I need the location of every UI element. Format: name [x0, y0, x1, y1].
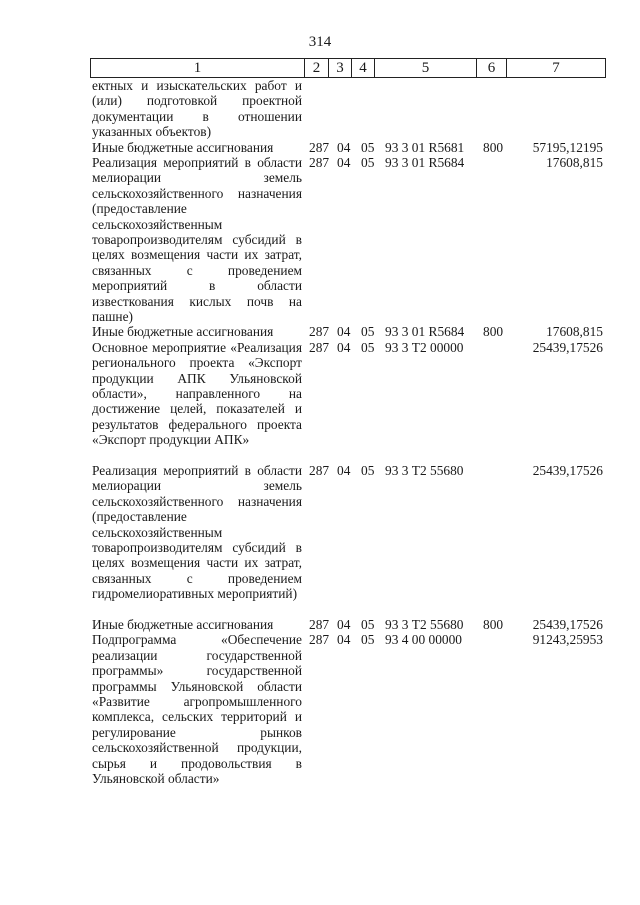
row-code: 287 [309, 632, 330, 648]
row-amount: 17608,815 [546, 154, 603, 170]
row-subsection: 05 [361, 154, 375, 170]
table-row [0, 632, 640, 817]
table-row [0, 617, 640, 632]
page-number: 314 [308, 34, 332, 50]
row-code: 287 [309, 139, 330, 155]
row-expense-type: 800 [483, 616, 504, 632]
row-subsection: 05 [361, 632, 375, 648]
row-code: 287 [309, 324, 330, 340]
row-description: Иные бюджетные ассигнования [92, 139, 274, 155]
column-header-5: 5 [375, 59, 477, 78]
row-expense-type: 800 [483, 324, 504, 340]
budget-table-body [0, 78, 640, 817]
table-row [0, 155, 640, 324]
row-target-article: 93 3 01 R5681 [385, 139, 465, 155]
row-expense-type: 800 [483, 139, 504, 155]
row-target-article: 93 4 00 00000 [385, 632, 462, 648]
row-amount: 91243,25953 [532, 632, 603, 648]
row-section: 04 [337, 339, 351, 355]
column-header-1: 1 [91, 59, 305, 78]
row-section: 04 [337, 154, 351, 170]
row-amount: 25439,17526 [532, 339, 603, 355]
row-code: 287 [309, 339, 330, 355]
row-description: Подпрограмма «Обеспечение реализации государственной программы» государственной программы Ульяновской области «Развитие агропромышленного комплекса, сельских территорий и регулирование рынков сельскохозяйственной продукции, сырья и продовольствия в Ульяновской области» [92, 632, 302, 786]
row-description: Иные бюджетные ассигнования [92, 324, 274, 340]
column-header-2: 2 [305, 59, 329, 78]
row-subsection: 05 [361, 616, 375, 632]
row-description: Иные бюджетные ассигнования [92, 616, 274, 632]
row-target-article: 93 3 01 R5684 [385, 324, 465, 340]
row-target-article: 93 3 Т2 55680 [385, 462, 464, 478]
row-amount: 57195,12195 [532, 139, 603, 155]
column-header-6: 6 [477, 59, 507, 78]
row-subsection: 05 [361, 324, 375, 340]
table-row [0, 140, 640, 155]
column-header-7: 7 [507, 59, 606, 78]
row-description: Реализация мероприятий в области мелиорации земель сельскохозяйственного назначения (предоставление сельскохозяйственным товаропроизводителям субсидий в целях возмещения части их затрат, связанных с проведением мероприятий в области известкования кислых почв на пашне) [92, 154, 302, 325]
row-amount: 17608,815 [546, 324, 603, 340]
row-section: 04 [337, 632, 351, 648]
table-row [0, 340, 640, 463]
row-target-article: 93 3 01 R5684 [385, 154, 465, 170]
row-subsection: 05 [361, 139, 375, 155]
column-header-4: 4 [352, 59, 375, 78]
column-header-3: 3 [329, 59, 352, 78]
row-description: Основное мероприятие «Реализация регионального проекта «Экспорт продукции АПК Ульяновской области», направленного на достижение целей, показателей и результатов федерального проекта «Экспорт продукции АПК» [92, 339, 302, 448]
row-section: 04 [337, 139, 351, 155]
row-subsection: 05 [361, 462, 375, 478]
row-section: 04 [337, 324, 351, 340]
column-header-row [90, 58, 606, 78]
row-target-article: 93 3 Т2 55680 [385, 616, 464, 632]
row-code: 287 [309, 616, 330, 632]
row-description: Реализация мероприятий в области мелиорации земель сельскохозяйственного назначения (предоставление сельскохозяйственным товаропроизводителям субсидий в целях возмещения части их затрат, связанных с проведением гидромелиоративных мероприятий) [92, 462, 302, 602]
row-code: 287 [309, 154, 330, 170]
table-row [0, 324, 640, 339]
row-section: 04 [337, 616, 351, 632]
row-description: ектных и изыскательских работ и (или) подготовкой проектной документации в отношении указанных объектов) [92, 78, 302, 140]
table-row [0, 463, 640, 617]
row-subsection: 05 [361, 339, 375, 355]
row-target-article: 93 3 Т2 00000 [385, 339, 464, 355]
row-amount: 25439,17526 [532, 616, 603, 632]
row-section: 04 [337, 462, 351, 478]
row-amount: 25439,17526 [532, 462, 603, 478]
row-code: 287 [309, 462, 330, 478]
table-row [0, 78, 640, 140]
